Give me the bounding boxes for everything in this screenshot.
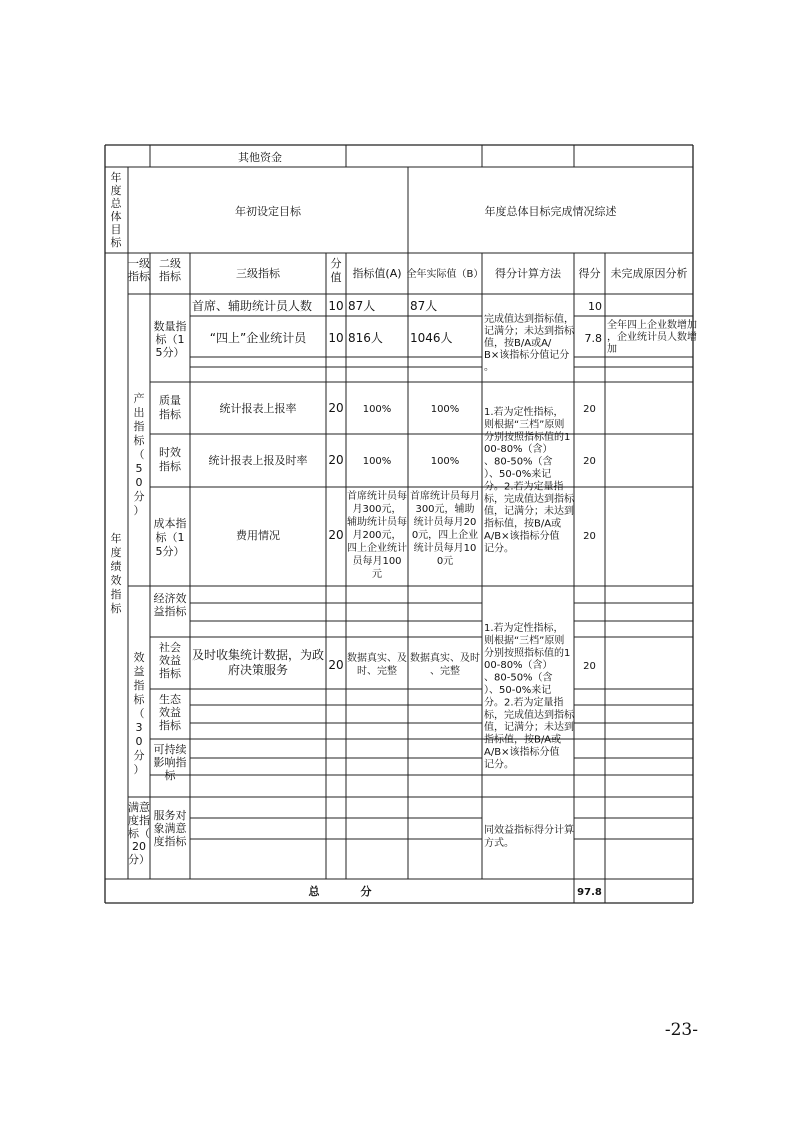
row-enterprise-statisticians: “四上”企业统计员 bbox=[209, 331, 307, 345]
col-weight-header: 值 bbox=[330, 271, 342, 284]
actual-value: 数据真实、及时 bbox=[410, 653, 480, 664]
target-value: 100% bbox=[362, 404, 392, 415]
ecological-benefit-label: 效益 bbox=[159, 706, 181, 719]
actual-value: 0元 bbox=[436, 556, 454, 567]
benefit-method-text: 记分。 bbox=[484, 759, 514, 771]
quantity-method-text: 。 bbox=[484, 362, 494, 373]
social-benefit-label: 指标 bbox=[159, 667, 181, 680]
total-label: 总 bbox=[308, 885, 320, 898]
completion-header: 年度总体目标完成情况综述 bbox=[484, 205, 617, 218]
performance-section-label: 效 bbox=[110, 574, 122, 587]
economic-benefit-label: 经济效 bbox=[153, 592, 187, 605]
output-indicator-label: （ bbox=[133, 448, 145, 461]
initial-target-header: 年初设定目标 bbox=[235, 205, 301, 218]
quantity-indicator-label: 标（1 bbox=[155, 333, 185, 346]
benefit-method-text: 标，完成值达到指标 bbox=[484, 709, 574, 721]
satisfaction-indicator-label: 标（ bbox=[128, 827, 150, 840]
annual-goal-label: 年 bbox=[110, 171, 122, 184]
row-report-rate: 统计报表上报率 bbox=[219, 402, 297, 415]
actual-value: 1046人 bbox=[410, 331, 453, 345]
annual-goal-label: 体 bbox=[110, 210, 122, 223]
output-method-text: 则根据“三档”原则 bbox=[484, 419, 565, 431]
col-reason-header: 未完成原因分析 bbox=[610, 267, 688, 280]
actual-value: 300元，辅助 bbox=[415, 504, 475, 515]
col-score-header: 得分 bbox=[578, 267, 601, 280]
col-weight-header: 分 bbox=[330, 257, 342, 270]
benefit-method-text: 指标值，按B/A或 bbox=[484, 734, 562, 746]
target-value: 月300元， bbox=[352, 504, 402, 515]
total-score: 97.8 bbox=[577, 887, 602, 898]
benefit-method-text: 、80-50%（含 bbox=[484, 672, 553, 684]
target-value: 四上企业统计 bbox=[347, 543, 407, 554]
annual-goal-label: 标 bbox=[110, 236, 122, 249]
economic-benefit-label: 益指标 bbox=[153, 605, 187, 618]
cost-indicator-label: 5分） bbox=[155, 545, 185, 558]
score-value: 20 bbox=[583, 456, 596, 467]
weight-value: 20 bbox=[328, 453, 344, 467]
quantity-indicator-label: 数量指 bbox=[153, 320, 187, 333]
actual-value: 100% bbox=[430, 456, 460, 467]
target-value: 816人 bbox=[348, 331, 383, 345]
actual-value: 、完整 bbox=[430, 666, 460, 677]
actual-value: 100% bbox=[430, 404, 460, 415]
benefit-indicator-label: 分 bbox=[133, 749, 145, 762]
target-value: 元 bbox=[372, 569, 382, 580]
output-method-text: A/B×该指标分值 bbox=[484, 531, 560, 542]
timeliness-indicator-label: 指标 bbox=[159, 460, 181, 473]
quantity-method-text: B×该指标分值记分 bbox=[484, 350, 570, 361]
col-level3-header: 三级指标 bbox=[236, 267, 280, 280]
annual-goal-label: 总 bbox=[110, 197, 122, 210]
col-target-header: 指标值(A) bbox=[352, 267, 402, 280]
actual-value: 统计员每月20 bbox=[413, 517, 477, 528]
benefit-method-text: 00-80%（含） bbox=[484, 660, 553, 672]
benefit-indicator-label: 0 bbox=[135, 735, 143, 748]
col-actual-header: 全年实际值（B） bbox=[406, 269, 484, 280]
target-value: 月200元， bbox=[352, 530, 402, 541]
output-method-text: 00-80%（含） bbox=[484, 444, 553, 456]
page-number: -23- bbox=[664, 1020, 698, 1040]
target-value: 时、完整 bbox=[357, 666, 397, 677]
target-value: 辅助统计员每 bbox=[347, 517, 407, 528]
output-indicator-label: 0 bbox=[135, 476, 143, 489]
quantity-method-text: 完成值达到指标值， bbox=[484, 314, 574, 325]
output-method-text: 标，完成值达到指标 bbox=[484, 493, 574, 505]
cost-indicator-label: 标（1 bbox=[155, 531, 185, 544]
target-value: 员每月100 bbox=[352, 556, 402, 567]
col-level1-header: 指标 bbox=[128, 270, 150, 283]
output-indicator-label: 标 bbox=[133, 434, 145, 447]
quantity-method-text: 记满分；未达到指标 bbox=[484, 326, 574, 337]
reason-text: 全年四上企业数增加 bbox=[607, 320, 697, 331]
col-level1-header: 一级 bbox=[128, 257, 150, 270]
actual-value: 87人 bbox=[410, 299, 438, 313]
weight-value: 10 bbox=[328, 299, 344, 313]
benefit-indicator-label: 效 bbox=[133, 651, 145, 664]
other-funds-label: 其他资金 bbox=[238, 151, 282, 164]
target-value: 首席统计员每 bbox=[347, 491, 407, 502]
satisfaction-method-text: 方式。 bbox=[484, 838, 514, 849]
benefit-indicator-label: 3 bbox=[135, 721, 143, 734]
service-satisfaction-label: 象满意 bbox=[153, 822, 187, 835]
row-data-collection: 府决策服务 bbox=[227, 663, 289, 677]
actual-value: 统计员每月10 bbox=[413, 543, 477, 554]
score-value: 10 bbox=[588, 300, 602, 313]
col-level2-header: 指标 bbox=[159, 270, 181, 283]
target-value: 数据真实、及 bbox=[347, 653, 407, 664]
timeliness-indicator-label: 时效 bbox=[159, 446, 181, 459]
quality-indicator-label: 质量 bbox=[159, 394, 181, 407]
output-method-text: 值，记满分；未达到 bbox=[484, 506, 574, 518]
row-report-timeliness: 统计报表上报及时率 bbox=[208, 454, 308, 467]
output-indicator-label: 分 bbox=[133, 490, 145, 503]
col-method-header: 得分计算方法 bbox=[495, 267, 561, 280]
satisfaction-method-text: 同效益指标得分计算 bbox=[484, 825, 574, 836]
service-satisfaction-label: 服务对 bbox=[153, 809, 187, 822]
output-indicator-label: ） bbox=[133, 504, 145, 517]
table-text-layer bbox=[111, 150, 698, 898]
output-indicator-label: 5 bbox=[135, 462, 143, 475]
benefit-method-text: ）、50-0%来记 bbox=[484, 685, 552, 696]
reason-text: ，企业统计员人数增 bbox=[607, 332, 697, 343]
score-value: 7.8 bbox=[584, 332, 602, 345]
benefit-method-text: 则根据“三档”原则 bbox=[484, 635, 565, 647]
row-statisticians-count: 首席、辅助统计员人数 bbox=[192, 299, 313, 313]
col-level2-header: 二级 bbox=[159, 257, 181, 270]
output-method-text: 分。2.若为定量指 bbox=[484, 481, 564, 493]
weight-value: 10 bbox=[328, 331, 344, 345]
quantity-method-text: 值，按B/A或A/ bbox=[484, 338, 552, 349]
sustainable-impact-label: 标 bbox=[164, 769, 176, 782]
output-indicator-label: 出 bbox=[133, 406, 145, 419]
sustainable-impact-label: 可持续 bbox=[153, 743, 187, 756]
benefit-method-text: 1.若为定性指标， bbox=[484, 623, 564, 634]
benefit-method-text: 分别按照指标值的1 bbox=[484, 647, 571, 659]
weight-value: 20 bbox=[328, 528, 344, 542]
output-method-text: ）、50-0%来记 bbox=[484, 469, 552, 480]
actual-value: 首席统计员每月 bbox=[410, 491, 480, 502]
row-expenses: 费用情况 bbox=[236, 529, 280, 542]
social-benefit-label: 社会 bbox=[159, 641, 181, 654]
weight-value: 20 bbox=[328, 658, 344, 672]
total-label: 分 bbox=[360, 885, 372, 898]
performance-section-label: 指 bbox=[110, 588, 122, 601]
target-value: 87人 bbox=[348, 299, 376, 313]
actual-value: 0元，四上企业 bbox=[411, 530, 479, 541]
cost-indicator-label: 成本指 bbox=[153, 517, 187, 530]
performance-section-label: 度 bbox=[110, 546, 122, 559]
quantity-indicator-label: 5分） bbox=[155, 346, 185, 359]
ecological-benefit-label: 生态 bbox=[159, 693, 181, 706]
quality-indicator-label: 指标 bbox=[159, 408, 181, 421]
benefit-indicator-label: 益 bbox=[133, 665, 145, 678]
benefit-indicator-label: （ bbox=[133, 707, 145, 720]
output-method-text: 1.若为定性指标， bbox=[484, 407, 564, 418]
service-satisfaction-label: 度指标 bbox=[153, 835, 187, 848]
ecological-benefit-label: 指标 bbox=[159, 719, 181, 732]
score-value: 20 bbox=[583, 531, 596, 542]
performance-section-label: 标 bbox=[110, 602, 122, 615]
output-method-text: 记分。 bbox=[484, 543, 514, 555]
performance-section-label: 绩 bbox=[110, 560, 122, 573]
annual-goal-label: 度 bbox=[110, 184, 122, 197]
performance-section-label: 年 bbox=[110, 532, 122, 545]
benefit-method-text: 值，记满分；未达到 bbox=[484, 722, 574, 734]
benefit-indicator-label: 指 bbox=[133, 679, 145, 692]
satisfaction-indicator-label: 满意 bbox=[128, 801, 150, 814]
weight-value: 20 bbox=[328, 401, 344, 415]
annual-goal-label: 目 bbox=[110, 223, 122, 236]
benefit-method-text: 分。2.若为定量指 bbox=[484, 697, 564, 709]
output-method-text: 指标值，按B/A或 bbox=[484, 518, 562, 530]
output-method-text: 分别按照指标值的1 bbox=[484, 431, 571, 443]
output-indicator-label: 产 bbox=[133, 392, 145, 405]
benefit-method-text: A/B×该指标分值 bbox=[484, 747, 560, 758]
reason-text: 加 bbox=[607, 344, 617, 355]
score-value: 20 bbox=[583, 661, 596, 672]
sustainable-impact-label: 影响指 bbox=[153, 756, 187, 769]
benefit-indicator-label: 标 bbox=[133, 693, 145, 706]
satisfaction-indicator-label: 度指 bbox=[128, 814, 150, 827]
satisfaction-indicator-label: 分） bbox=[128, 853, 150, 866]
target-value: 100% bbox=[362, 456, 392, 467]
score-value: 20 bbox=[583, 404, 596, 415]
benefit-indicator-label: ） bbox=[133, 763, 145, 776]
row-data-collection: 及时收集统计数据，为政 bbox=[191, 648, 325, 662]
social-benefit-label: 效益 bbox=[159, 654, 181, 667]
output-indicator-label: 指 bbox=[133, 420, 145, 433]
satisfaction-indicator-label: 20 bbox=[132, 840, 146, 853]
output-method-text: 、80-50%（含 bbox=[484, 456, 553, 468]
